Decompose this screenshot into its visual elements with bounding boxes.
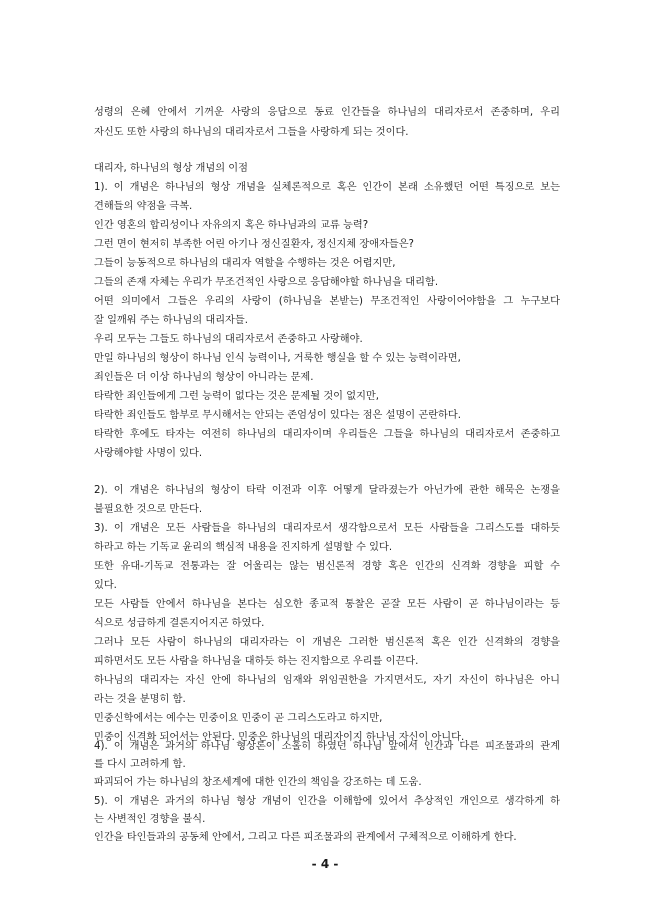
text-line: 또한 유대-기독교 전통과는 잘 어울리는 않는 범신론적 경향 혹은 인간의 신격화 경향을 피할 수: [94, 561, 560, 572]
text-line: 불필요한 것으로 만든다.: [94, 504, 203, 515]
text-line: 타락한 죄인들도 함부로 무시해서는 안되는 존엄성이 있다는 점은 설명이 곤란하다.: [94, 410, 461, 421]
text-line: 자신도 또한 사랑의 하나님의 대리자로서 그들을 사랑하게 되는 것이다.: [94, 127, 409, 138]
text-line: 만일 하나님의 형상이 하나님 인식 능력이나, 거룩한 행실을 할 수 있는 능력이라면,: [94, 353, 461, 364]
text-line: 5). 이 개념은 과거의 하나님 형상 개념이 인간을 이해함에 있어서 추상적인 개인으로 생각하게 하: [94, 795, 560, 807]
text-line: 죄인들은 더 이상 하나님의 형상이 아니라는 문제.: [94, 372, 314, 383]
text-line: 인간 영혼의 합리성이나 자유의지 혹은 하나님과의 교류 능력?: [94, 220, 369, 231]
text-line: 그들의 존재 자체는 우리가 무조건적인 사랑으로 응답해야할 하나님을 대리함.: [94, 277, 439, 288]
text-line: 식으로 성급하게 결론지어지곤 하였다.: [94, 618, 265, 629]
text-line: 라는 것을 분명히 함.: [94, 694, 186, 705]
text-line: 민중이 신격화 되어서는 안된다. 민중은 하나님의 대리자이지 하나님 자신이 아니다.: [94, 732, 465, 743]
text-line: 그러나 모든 사람이 하나님의 대리자라는 이 개념은 그러한 범신론적 혹은 인간 신격화의 경향을: [94, 637, 560, 648]
text-line: 하라고 하는 기독교 윤리의 핵심적 내용을 진지하게 설명할 수 있다.: [94, 542, 393, 553]
section-heading: 대리자, 하나님의 형상 개념의 이점: [94, 163, 248, 174]
text-line: 3). 이 개념은 모든 사람들을 하나님의 대리자로서 생각함으로서 모든 사람들을 그리스도를 대하듯: [94, 523, 560, 534]
text-line: 어떤 의미에서 그들은 우리의 사랑이 (하나님을 본받는) 무조건적인 사랑이어야함을 그 누구보다: [94, 296, 560, 307]
text-line: 그들이 능동적으로 하나님의 대리자 역할을 수행하는 것은 어렵지만,: [94, 258, 396, 269]
text-line: 성령의 은혜 안에서 기꺼운 사랑의 응답으로 동료 인간들을 하나님의 대리자로서 존중하며, 우리: [94, 107, 560, 118]
text-line: 사랑해야할 사명이 있다.: [94, 448, 203, 459]
text-line: 하나님의 대리자는 자신 안에 하나님의 임재와 위임권한을 가지면서도, 자기 자신이 하나님은 아니: [94, 675, 560, 686]
text-line: 피하면서도 모든 사람을 하나님을 대하듯 하는 진지함으로 우리를 이끈다.: [94, 656, 419, 667]
text-line: 그런 면이 현저히 부족한 어린 아기나 정신질환자, 정신지체 장애자들은?: [94, 239, 414, 250]
text-line: 1). 이 개념은 하나님의 형상 개념을 실체론적으로 혹은 인간이 본래 소유했던 어떤 특징으로 보는: [94, 182, 560, 193]
text-line: 있다.: [94, 580, 117, 591]
page-number: - 4 -: [311, 857, 339, 871]
text-line: 민중신학에서는 예수는 민중이요 민중이 곧 그리스도라고 하지만,: [94, 713, 383, 724]
text-line: 인간을 타인들과의 공동체 안에서, 그리고 다른 피조물과의 관계에서 구체적으로 이해하게 한다.: [94, 832, 517, 843]
text-line: 타락한 후에도 타자는 여전히 하나님의 대리자이며 우리들은 그들을 하나님의 대리자로서 존중하고: [94, 429, 560, 440]
text-line: 모든 사람들 안에서 하나님을 본다는 심오한 종교적 통찰은 곧잘 모든 사람이 곧 하나님이라는 등: [94, 599, 560, 610]
text-line: 타락한 죄인들에게 그런 능력이 없다는 것은 문제될 것이 없지만,: [94, 391, 380, 402]
text-line: 잘 일깨워 주는 하나님의 대리자들.: [94, 315, 248, 326]
text-line: 를 다시 고려하게 함.: [94, 759, 186, 771]
text-line: 2). 이 개념은 하나님의 형상이 타락 이전과 이후 어떻게 달라졌는가 아닌가에 관한 해묵은 논쟁을: [94, 485, 560, 496]
text-line: 4). 이 개념은 과거의 하나님 형상론이 소홀히 하였던 하나님 앞에서 인간과 다른 피조물과의 관계: [94, 741, 560, 752]
text-line: 는 사변적인 경향을 불식.: [94, 813, 206, 825]
text-line: 우리 모두는 그들도 하나님의 대리자로서 존중하고 사랑해야.: [94, 334, 363, 345]
text-line: 견해들의 약점을 극복.: [94, 201, 193, 212]
text-line: 파괴되어 가는 하나님의 창조세계에 대한 인간의 책임을 강조하는 데 도움.: [94, 777, 422, 789]
